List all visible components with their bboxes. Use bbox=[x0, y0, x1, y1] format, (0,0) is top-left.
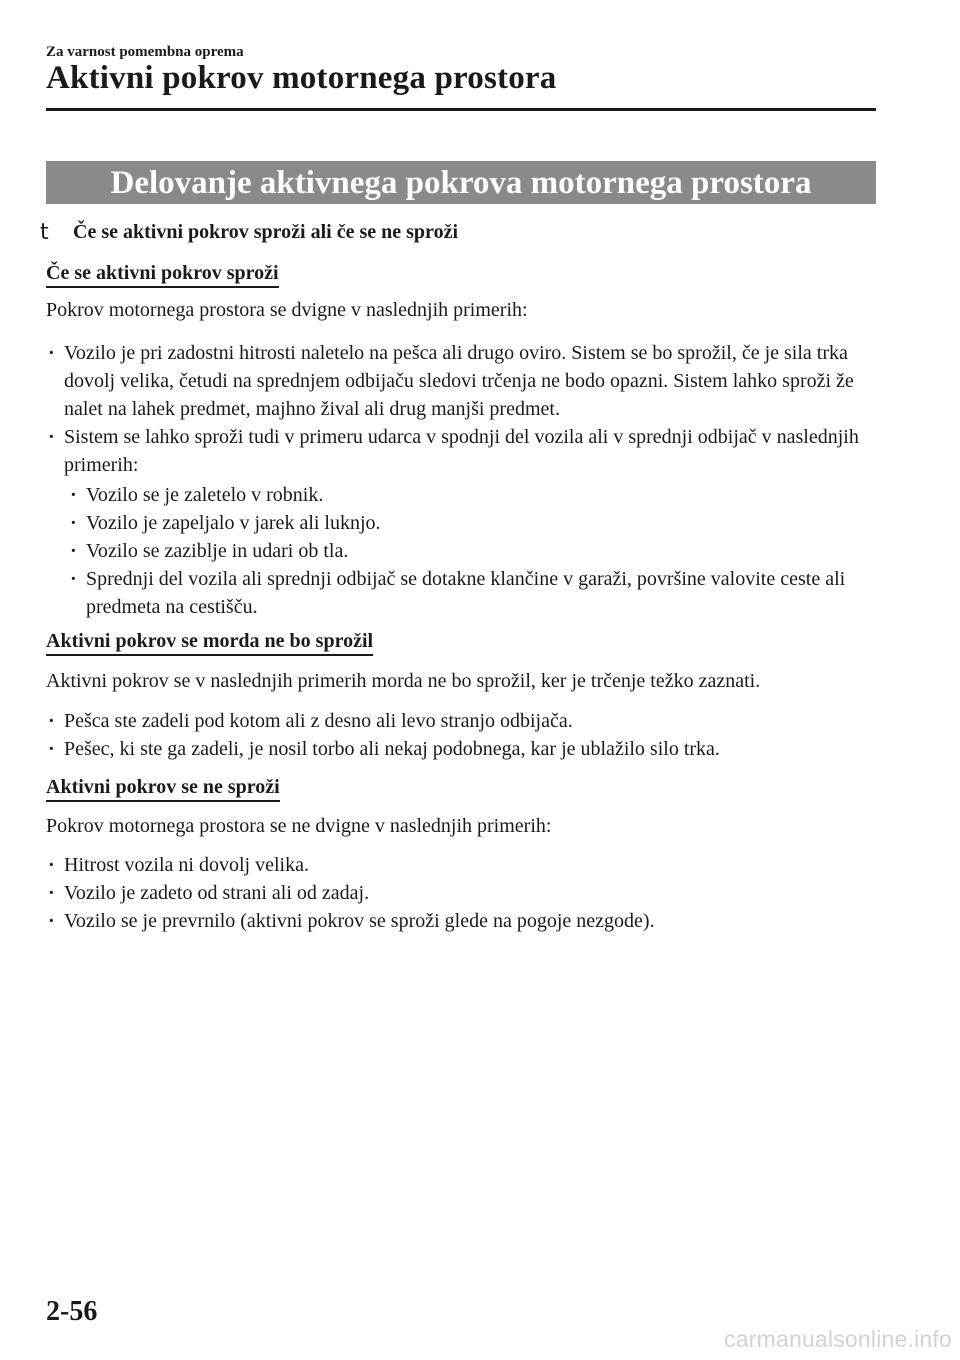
list-item: · Sistem se lahko sproži tudi v primeru udarca v spodnji del vozila ali v sprednji odbijač v naslednjih primerih: bbox=[46, 423, 876, 479]
may-not-deploy-bullet-list bbox=[46, 707, 876, 763]
list-item: · Vozilo je zapeljalo v jarek ali luknjo. bbox=[68, 509, 868, 537]
section-label: Za varnost pomembna oprema bbox=[46, 44, 244, 60]
list-item: · Pešec, ki ste ga zadeli, je nosil torbo ali nekaj podobnega, kar je ublažilo silo trka. bbox=[46, 735, 876, 763]
watermark: carmanualsonline.info bbox=[724, 1326, 952, 1352]
list-item: · Vozilo se je prevrnilo (aktivni pokrov se sproži glede na pogoje nezgode). bbox=[46, 907, 876, 935]
not-deploy-intro: Pokrov motornega prostora se ne dvigne v naslednjih primerih: bbox=[46, 815, 552, 837]
list-item: · Hitrost vozila ni dovolj velika. bbox=[46, 851, 876, 879]
page-title: Aktivni pokrov motornega prostora bbox=[46, 60, 557, 96]
title-divider bbox=[46, 108, 876, 111]
deploys-bullet-list bbox=[46, 339, 876, 479]
deploys-heading: Če se aktivni pokrov sproži bbox=[46, 262, 279, 288]
section-banner: Delovanje aktivnega pokrova motornega prostora bbox=[46, 161, 876, 204]
page-number: 2-56 bbox=[46, 1296, 98, 1327]
may-not-deploy-intro: Aktivni pokrov se v naslednjih primerih morda ne bo sprožil, ker je trčenje težko zaznati. bbox=[46, 670, 761, 692]
subsection-heading: Če se aktivni pokrov sproži ali če se ne sproži bbox=[73, 221, 458, 243]
list-item: · Vozilo je zadeto od strani ali od zadaj. bbox=[46, 879, 876, 907]
not-deploy-heading: Aktivni pokrov se ne sproži bbox=[46, 776, 280, 802]
may-not-deploy-heading: Aktivni pokrov se morda ne bo sprožil bbox=[46, 630, 373, 656]
list-item: · Vozilo je pri zadostni hitrosti naletelo na pešca ali drugo oviro. Sistem se bo sprožil, če je sila trka dovolj velika, četudi na sprednjem odbijaču sledovi trčenja ne bodo opazni. Sistem lahko sproži že nalet na lahek predmet, majhno žival ali drug manjši predmet. bbox=[46, 339, 876, 423]
not-deploy-bullet-list bbox=[46, 851, 876, 935]
deploys-intro: Pokrov motornega prostora se dvigne v naslednjih primerih: bbox=[46, 299, 528, 321]
list-item: · Vozilo se je zaletelo v robnik. bbox=[68, 481, 868, 509]
subsection-marker: t bbox=[40, 220, 49, 245]
list-item: · Vozilo se zaziblje in udari ob tla. bbox=[68, 537, 868, 565]
deploys-sub-bullet-list bbox=[68, 481, 868, 621]
list-item: · Pešca ste zadeli pod kotom ali z desno ali levo stranjo odbijača. bbox=[46, 707, 876, 735]
list-item: · Sprednji del vozila ali sprednji odbijač se dotakne klančine v garaži, površine valovite ceste ali predmeta na cestišču. bbox=[68, 565, 868, 621]
